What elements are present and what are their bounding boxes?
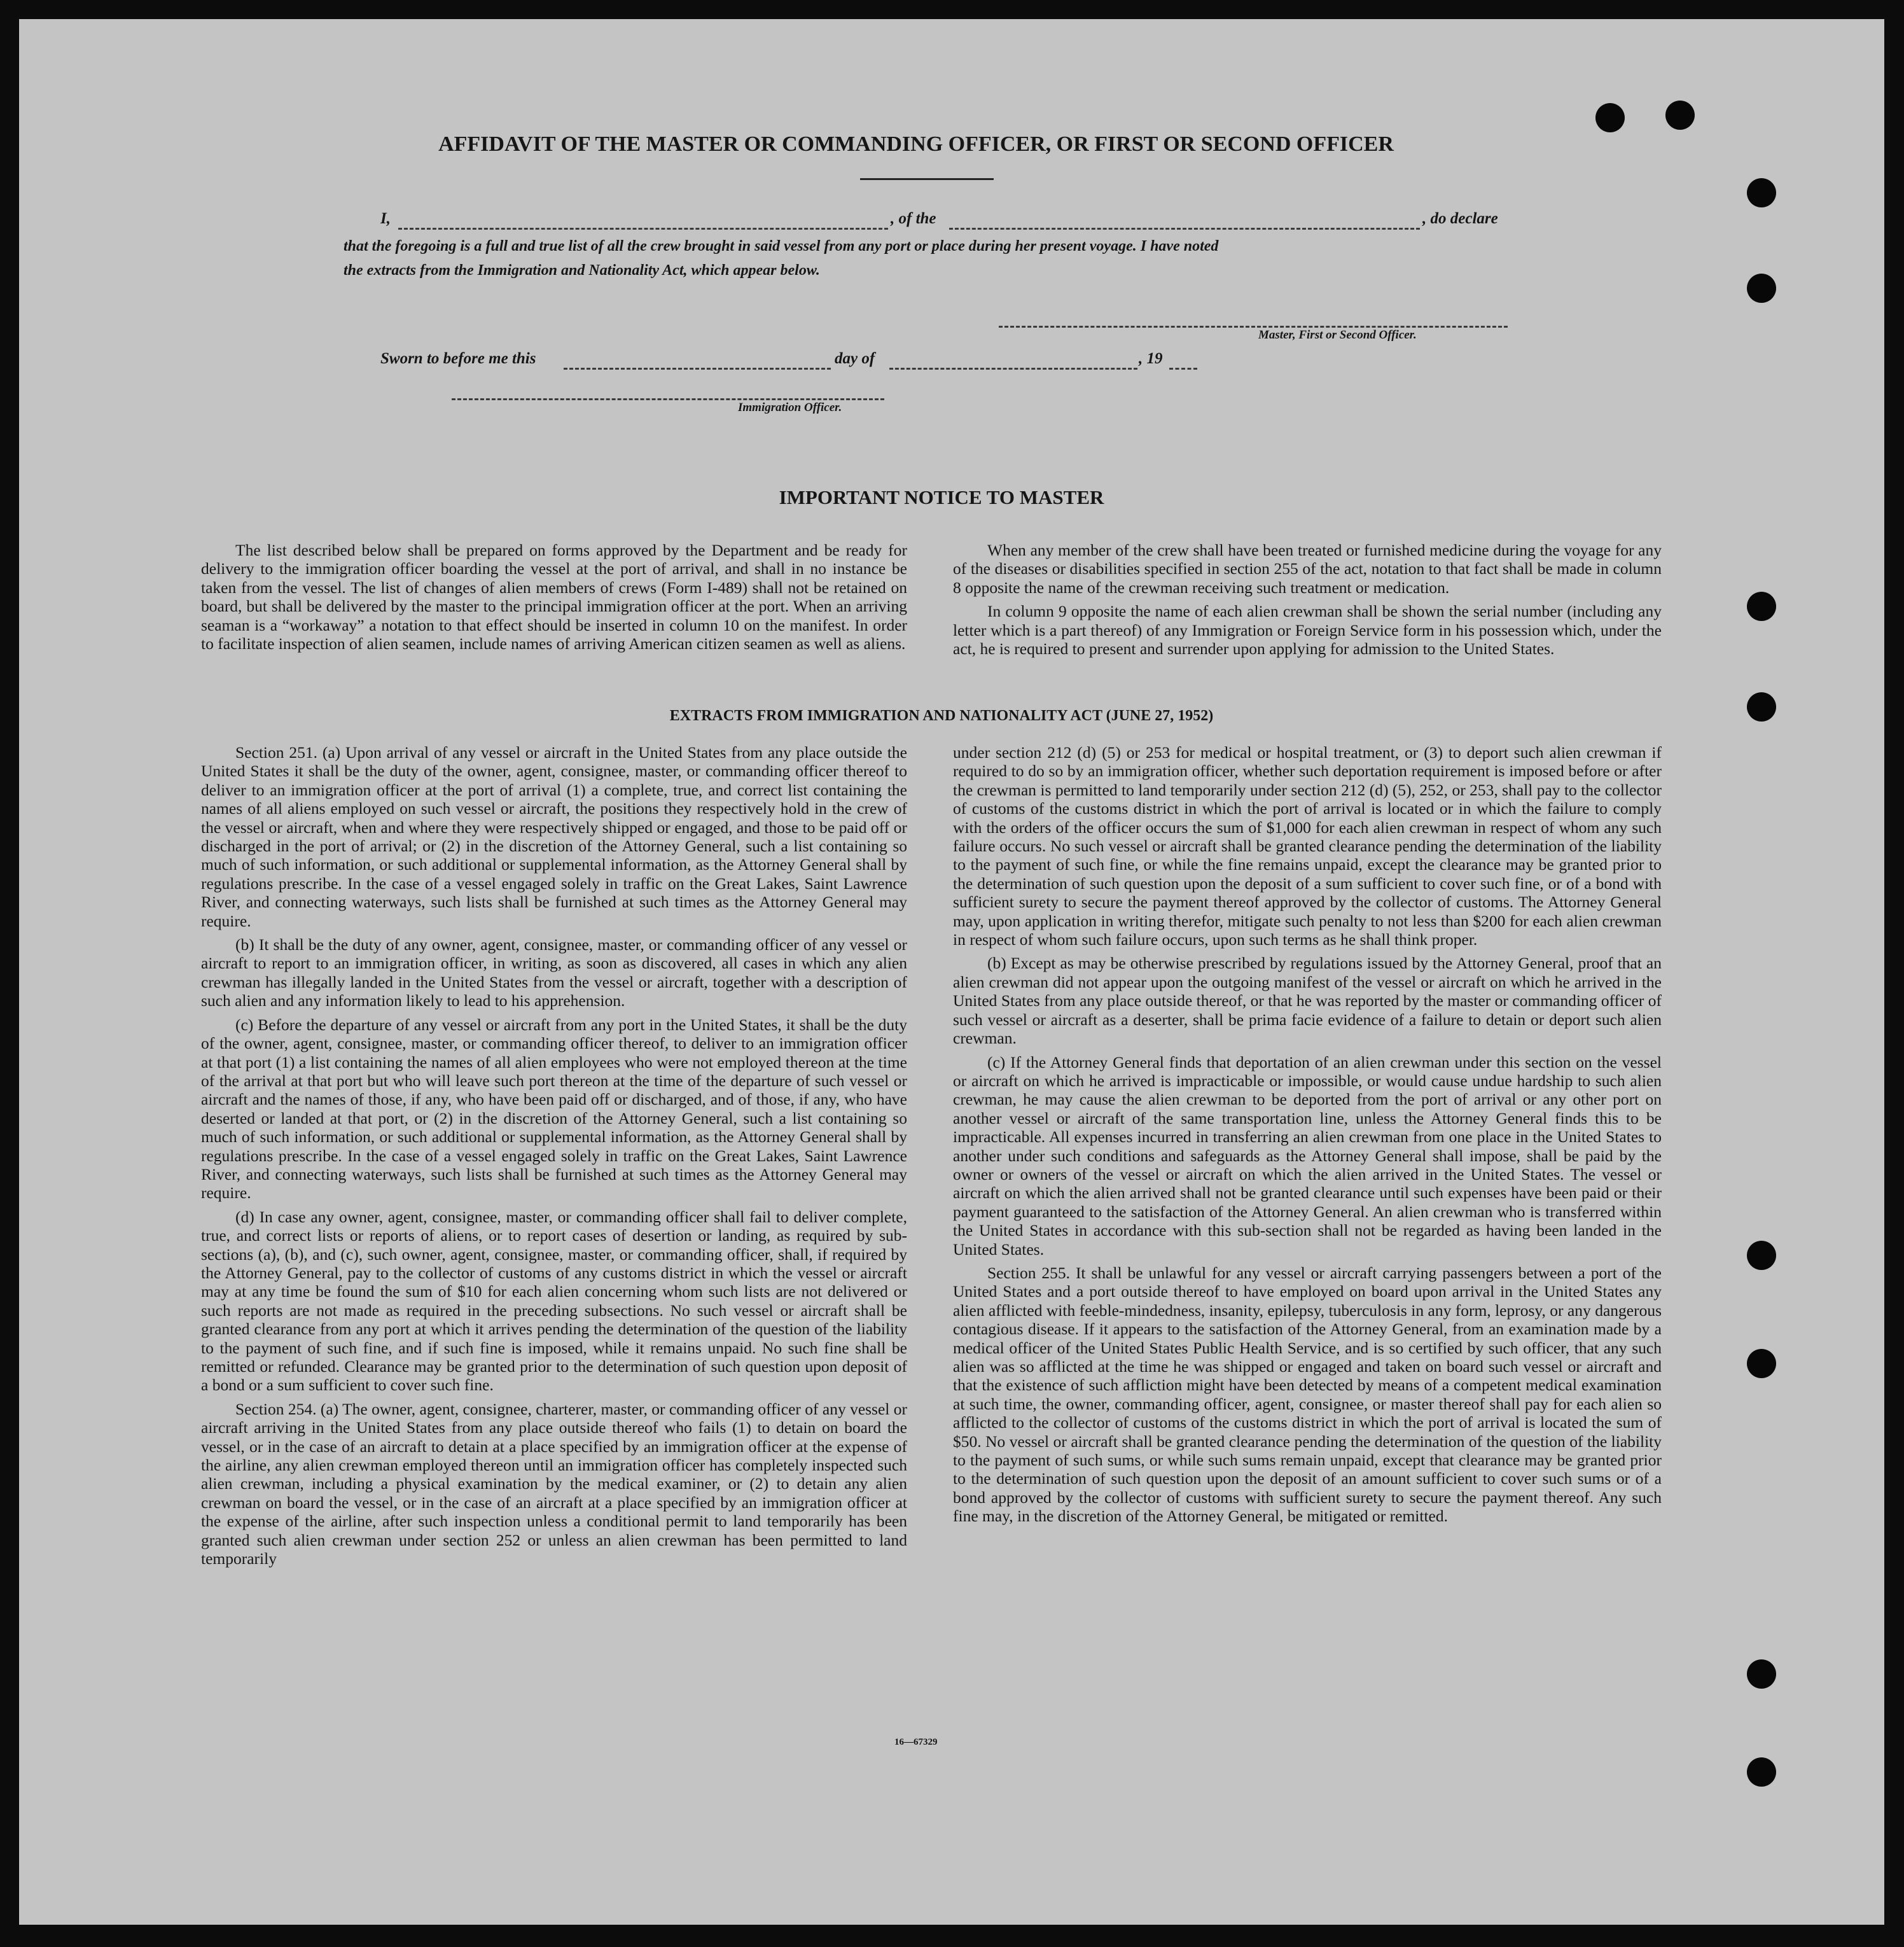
affidavit-title: AFFIDAVIT OF THE MASTER OR COMMANDING OFFICER, OR FIRST OR SECOND OFFICER (438, 132, 1394, 156)
title-underline (860, 178, 994, 180)
statute-paragraph: (c) If the Attorney General finds that deportation of an alien crewman under this section on the vessel or aircraft on which he arrived is impracticable or impossible, or would cause undue hardship to such alien crewman, he may cause the alien crewman to be deported from the port of arrival or any other port on another vessel or aircraft of the same transportation line, unless the Attorney General finds this to be impracticable. All expenses incurred in transferring an alien crewman from one place in the United States to another under such conditions and safeguards as the Attorney General shall impose, shall be paid by the owner or owners of the vessel or aircraft on which the alien arrived in the United States. The vessel or aircraft on which the alien arrived shall not be granted clearance until such expenses have been paid or their payment guaranteed to the satisfaction of the Attorney General. An alien crewman who is transferred within the United States in accordance with this sub-section shall not be regarded as having been landed in the United States. (953, 1052, 1662, 1259)
notice-left-column (201, 541, 907, 658)
statute-paragraph: Section 255. It shall be unlawful for any vessel or aircraft carrying passengers between a port of the United States and a port outside thereof to have employed on board upon arrival in the United States any alien afflicted with feeble-mindedness, insanity, epilepsy, tuberculosis in any form, leprosy, or any dangerous contagious disease. If it appears to the satisfaction of the Attorney General, from an examination made by a medical officer of the United States Public Health Service, and is so certified by such officer, that any such alien was so afflicted at the time he was shipped or engaged and taken on board such vessel or aircraft and that the existence of such affliction might have been detected by means of a competent medical examination at such time, the owner, commanding officer, agent, consignee, or master thereof shall pay for each alien so afflicted to the collector of customs of the customs district in which the port of arrival is located the sum of $50. No vessel or aircraft shall be granted clearance pending the determination of the question of the liability to the payment of such sums, or while such sums remain unpaid, except that clearance may be granted prior to the determination of such question upon the deposit of an amount sufficient to cover such sums or of a bond approved by the collector of customs with sufficient surety to secure the payment thereof. Any such fine may, in the discretion of the Attorney General, be mitigated or remitted. (953, 1263, 1662, 1526)
do-declare-label: , do declare (1422, 210, 1498, 227)
day-of-label: day of (835, 350, 875, 367)
master-signature-caption: Master, First or Second Officer. (1258, 328, 1417, 342)
statute-paragraph: (b) It shall be the duty of any owner, agent, consignee, master, or commanding officer of any vessel or aircraft to report to an immigration officer, in writing, as soon as discovered, all cases in which any alien crewman has illegally landed in the United States from the vessel or aircraft, together with a description of such alien and any information likely to lead to his apprehension. (201, 935, 907, 1010)
punch-hole (1747, 1349, 1776, 1378)
statute-paragraph-continued: under section 212 (d) (5) or 253 for medical or hospital treatment, or (3) to deport such alien crewman if required to do so by an immigration officer, whether such deportation requirement is imposed before or after the crewman is permitted to land temporarily under section 212 (d) (5), 252, or 253, shall pay to the collector of customs of the customs district in which the port of arrival is located or in which the failure to comply with the orders of the officer occurs the sum of $1,000 for each alien crewman in respect of whom any such failure occurs. No such vessel or aircraft shall be granted clearance pending the determination of the liability to the payment of such fine, or while the fine remains unpaid, except the clearance may be granted prior to the determination of such question upon the deposit of a sum sufficient to cover such fine, or of a bond with sufficient surety to secure the payment thereof approved by the collector of customs. The Attorney General may, upon application in writing therefor, mitigate such penalty to not less than $200 for each alien crewman in respect of whom such failure occurs, upon such terms as he shall think proper. (953, 743, 1662, 949)
statute-paragraph: (d) In case any owner, agent, consignee, master, or commanding officer shall fail to deliver complete, true, and correct lists or reports of aliens, or to report cases of desertion or landing, as required by sub-sections (a), (b), and (c), such owner, agent, consignee, master, or commanding officer, shall, if required by the Attorney General, pay to the collector of customs of any customs district in which the vessel or aircraft may at any time be found the sum of $10 for each alien concerning whom such lists are not delivered or such reports are not made as required in the preceding subsections. No such vessel or aircraft shall be granted clearance from any port at which it arrives pending the determination of the question of the liability to the payment of such fine, and if such fine is imposed, while it remains unpaid. No such fine shall be remitted or refunded. Clearance may be granted prior to the determination of such question upon deposit of a bond or a sum sufficient to cover such fine. (201, 1207, 907, 1395)
sworn-day-line (564, 368, 831, 370)
immigration-officer-signature-line (452, 398, 884, 400)
punch-hole (1747, 1659, 1776, 1689)
statute-paragraph: Section 251. (a) Upon arrival of any vessel or aircraft in the United States from any place outside the United States it shall be the duty of the owner, agent, consignee, master, or commanding officer thereof to deliver to an immigration officer at the port of arrival (1) a complete, true, and correct list containing the names of all aliens employed on such vessel or aircraft, the positions they respectively hold in the crew of the vessel or aircraft, when and where they were respectively shipped or engaged, and those to be paid off or discharged in the port of arrival; or (2) in the discretion of the Attorney General, such a list containing so much of such information, or such additional or supplemental information, as the Attorney General shall by regulations prescribe. In the case of a vessel engaged solely in traffic on the Great Lakes, Saint Lawrence River, and connecting waterways, such lists shall be furnished at such times as the Attorney General may require. (201, 743, 907, 930)
punch-hole (1595, 103, 1625, 132)
declaration-line-1: that the foregoing is a full and true list of all the crew brought in said vessel from any port or place during her present voyage. I have noted (344, 238, 1219, 255)
document-page (19, 19, 1884, 1925)
i-label: I, (380, 210, 391, 227)
vessel-field-line (949, 228, 1420, 230)
statute-paragraph: (c) Before the departure of any vessel or aircraft from any port in the United States, it shall be the duty of the owner, agent, consignee, master, or commanding officer thereof, to deliver to an immigration officer at that port (1) a list containing the names of all alien employees who were not employed thereon at the time of the arrival at that port but who will leave such port thereon at the time of the departure of such vessel or aircraft and the names of those, if any, who have been paid off or discharged, and of those, if any, who have deserted or landed at that port, or (2) in the discretion of the Attorney General, such a list containing so much of such information, or such additional or supplemental information, as the Attorney General shall by regulations prescribe. In the case of a vessel engaged solely in traffic on the Great Lakes, Saint Lawrence River, and connecting waterways, such lists shall be furnished at such times as the Attorney General may require. (201, 1015, 907, 1203)
sworn-label: Sworn to before me this (380, 350, 536, 367)
notice-paragraph: The list described below shall be prepared on forms approved by the Department and be ready for delivery to the immigration officer boarding the vessel at the port of arrival, and shall in no instance be taken from the vessel. The list of changes of alien members of crews (Form I-489) shall not be retained on board, but shall be delivered by the master to the principal immigration officer at the port. When an arriving seaman is a “workaway” a notation to that effect should be inserted in column 10 on the manifest. In order to facilitate inspection of alien seamen, include names of arriving American citizen seamen as well as aliens. (201, 541, 907, 653)
notice-paragraph: In column 9 opposite the name of each alien crewman shall be shown the serial number (including any letter which is a part thereof) of any Immigration or Foreign Service form in his possession which, under the act, he is required to present and surrender upon applying for admission to the United States. (953, 602, 1662, 659)
punch-hole (1747, 178, 1776, 207)
notice-title: IMPORTANT NOTICE TO MASTER (779, 486, 1104, 508)
notice-paragraph: When any member of the crew shall have been treated or furnished medicine during the voyage for any of the diseases or disabilities specified in section 255 of the act, notation to that fact shall be made in column 8 opposite the name of the crewman receiving such treatment or medication. (953, 541, 1662, 597)
sworn-year-line (1169, 368, 1197, 370)
declaration-line-2: the extracts from the Immigration and Nationality Act, which appear below. (344, 262, 820, 279)
form-number: 16—67329 (894, 1737, 938, 1747)
statute-paragraph: Section 254. (a) The owner, agent, consignee, charterer, master, or commanding officer of any vessel or aircraft arriving in the United States from any place outside thereof who fails (1) to detain on board the vessel, or in the case of an aircraft to detain at a place specified by an immigration officer at the expense of the airline, any alien crewman employed thereon until an immigration officer has completely inspected such alien crewman, including a physical examination by the medical examiner, or (2) to detain any alien crewman on board the vessel, or in the case of an aircraft at a place specified by an immigration officer at the expense of the airline, after such inspection unless a conditional permit to land temporarily has been granted such alien crewman under section 252 or unless an alien crewman has been permitted to land temporarily (201, 1399, 907, 1568)
notice-right-column (953, 541, 1662, 663)
punch-hole (1747, 692, 1776, 722)
sworn-month-line (889, 368, 1137, 370)
extracts-right-column (953, 743, 1662, 1531)
extracts-left-column (201, 743, 907, 1573)
master-signature-line (999, 326, 1508, 328)
immigration-officer-caption: Immigration Officer. (738, 401, 842, 414)
statute-paragraph: (b) Except as may be otherwise prescribed by regulations issued by the Attorney General, proof that an alien crewman did not appear upon the outgoing manifest of the vessel or aircraft on which he arrived in the United States from any place outside thereof, or that he was reported by the master or commanding officer of such vessel or aircraft as a deserter, shall be prima facie evidence of a failure to detain or deport such alien crewman. (953, 954, 1662, 1048)
punch-hole (1747, 1757, 1776, 1787)
punch-hole (1665, 101, 1695, 130)
name-field-line (398, 228, 888, 230)
of-the-label: , of the (891, 210, 936, 227)
extracts-title: EXTRACTS FROM IMMIGRATION AND NATIONALITY ACT (JUNE 27, 1952) (669, 708, 1214, 724)
year-label: , 19 (1139, 350, 1163, 367)
punch-hole (1747, 592, 1776, 621)
punch-hole (1747, 274, 1776, 303)
punch-hole (1747, 1241, 1776, 1270)
